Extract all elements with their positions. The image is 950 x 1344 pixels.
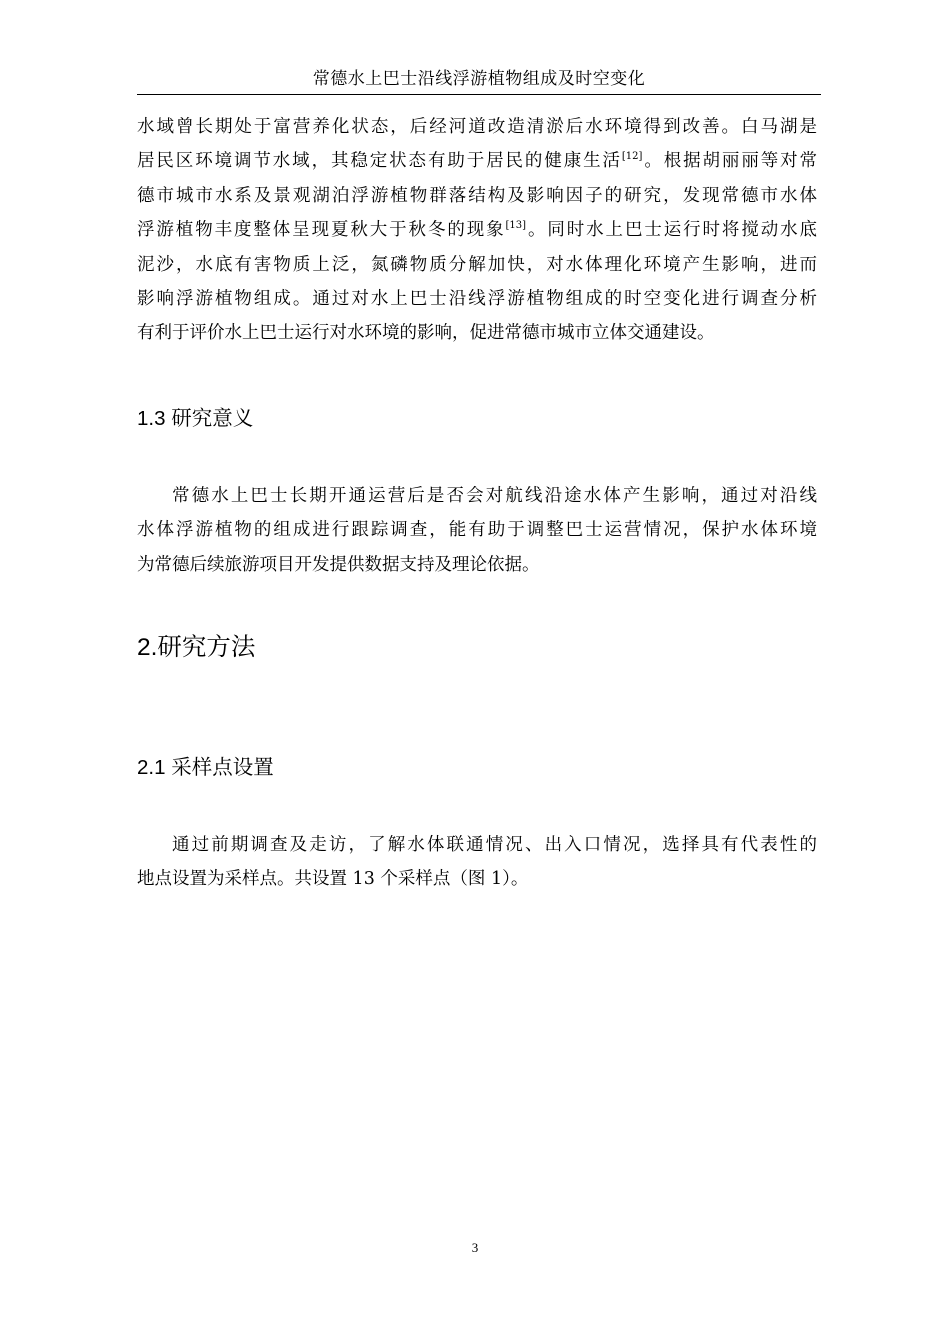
paragraph-significance (137, 479, 817, 582)
paragraph-sampling-sites (137, 828, 817, 897)
header-rule (137, 94, 821, 95)
text-line: 泥沙，水底有害物质上泛，氮磷物质分解加快，对水体理化环境产生影响，进而 (137, 254, 817, 275)
text-line: 影响浮游植物组成。通过对水上巴士沿线浮游植物组成的时空变化进行调查分析 (137, 289, 817, 310)
text-line (137, 144, 817, 178)
text-line: 德市城市水系及景观湖泊浮游植物群落结构及影响因子的研究，发现常德市水体 (137, 185, 817, 206)
text-line: 为常德后续旅游项目开发提供数据支持及理论依据。 (137, 554, 540, 575)
text-line: 有利于评价水上巴士运行对水环境的影响，促进常德市城市立体交通建设。 (137, 323, 715, 344)
text-line (137, 213, 817, 247)
text-segment: 居民区环境调节水域，其稳定状态有助于居民的健康生活 (137, 151, 622, 172)
citation-13[interactable]: [13] (505, 220, 527, 232)
text-line: 地点设置为采样点。共设置 13 个采样点（图 1）。 (137, 869, 529, 890)
text-segment: 浮游植物丰度整体呈现夏秋大于秋冬的现象 (137, 220, 506, 241)
text-line: 通过前期调查及走访，了解水体联通情况、出入口情况，选择具有代表性的 (172, 835, 817, 855)
section-heading-1-3: 1.3 研究意义 (137, 407, 254, 430)
text-line: 水体浮游植物的组成进行跟踪调查，能有助于调整巴士运营情况，保护水体环境 (137, 520, 817, 541)
text-line: 水域曾长期处于富营养化状态，后经河道改造清淤后水环境得到改善。白马湖是 (137, 117, 817, 137)
section-heading-2: 2.研究方法 (137, 634, 256, 661)
section-heading-2-1: 2.1 采样点设置 (137, 756, 274, 779)
page-number: 3 (471, 1240, 479, 1255)
text-segment: 。根据胡丽丽等对常 (642, 151, 818, 172)
paragraph-background (137, 110, 817, 351)
text-segment: 。同时水上巴士运行时将搅动水底 (526, 220, 818, 241)
text-line: 常德水上巴士长期开通运营后是否会对航线沿途水体产生影响，通过对沿线 (172, 486, 817, 506)
running-header: 常德水上巴士沿线浮游植物组成及时空变化 (312, 69, 646, 89)
citation-12[interactable]: [12] (621, 151, 643, 163)
